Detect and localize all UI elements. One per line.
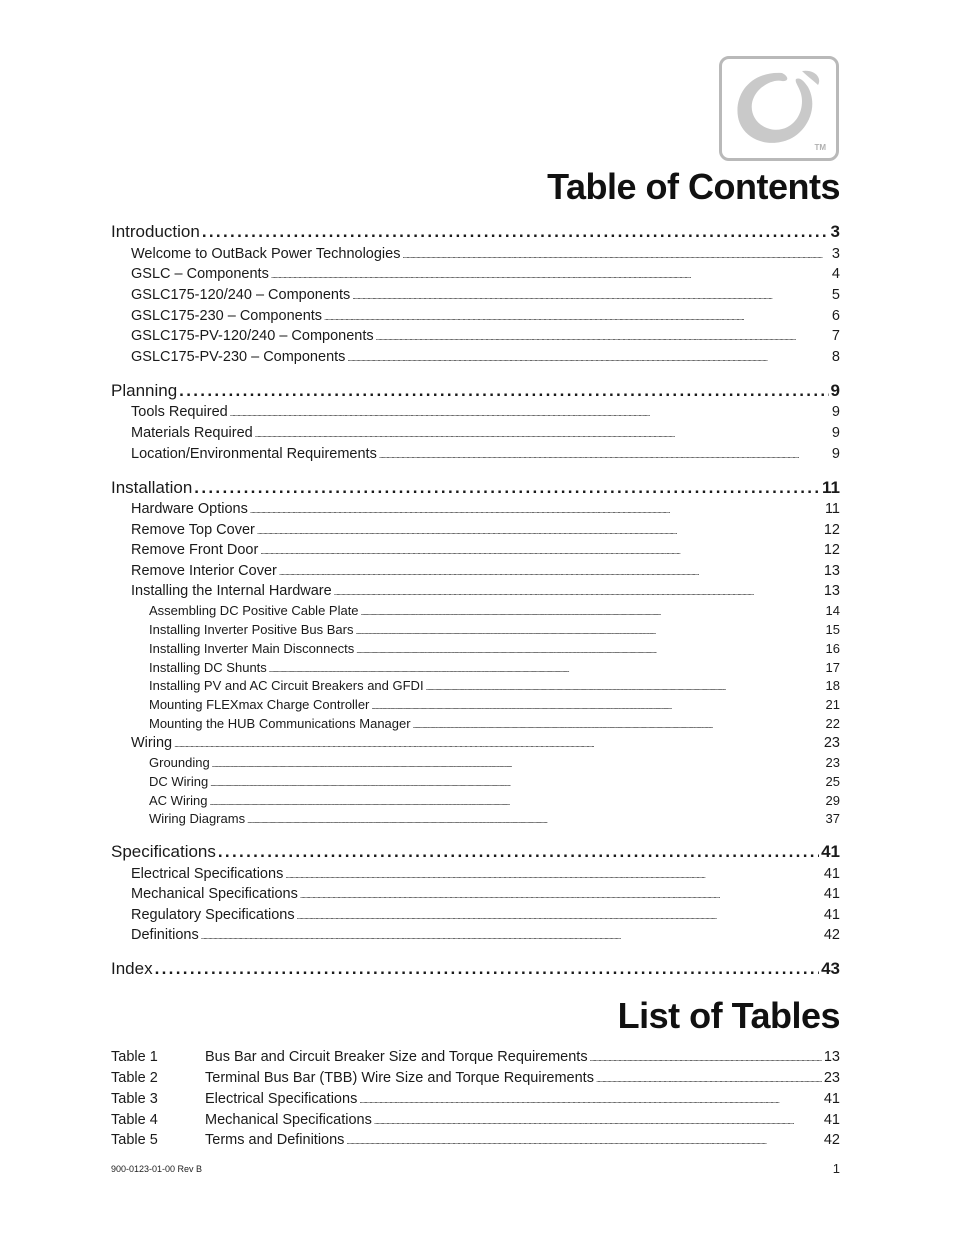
toc-entry-title: GSLC175-230 – Components bbox=[131, 308, 323, 324]
toc-entry[interactable] bbox=[131, 404, 840, 423]
toc-subentry[interactable] bbox=[149, 641, 840, 659]
toc-entry[interactable] bbox=[131, 287, 840, 306]
toc-subentry[interactable] bbox=[149, 622, 840, 640]
toc-entry-page: 3 bbox=[831, 246, 840, 262]
toc-entry-page: 41 bbox=[823, 886, 840, 902]
toc-entry-title: Electrical Specifications bbox=[131, 866, 284, 882]
toc-entry-page: 8 bbox=[831, 349, 840, 365]
toc-entry-title: Installing Inverter Positive Bus Bars bbox=[149, 622, 354, 637]
toc-entry[interactable] bbox=[131, 308, 840, 327]
toc-entry-title: Introduction bbox=[111, 222, 200, 241]
toc-entry-page: 11 bbox=[824, 501, 840, 517]
dot-leader bbox=[210, 800, 824, 807]
dot-leader bbox=[250, 506, 823, 515]
dot-leader bbox=[596, 1075, 822, 1084]
toc-entry-title: Mounting FLEXmax Charge Controller bbox=[149, 697, 370, 712]
toc-entry-page: 14 bbox=[825, 603, 840, 618]
toc-entry-title: GSLC175-PV-120/240 – Components bbox=[131, 328, 374, 344]
dot-leader bbox=[374, 1117, 822, 1126]
toc-entry-page: 25 bbox=[825, 774, 840, 789]
table-label: Table 3 bbox=[111, 1091, 158, 1107]
table-list-entry[interactable] bbox=[111, 1112, 840, 1132]
toc-entry-page: 29 bbox=[825, 793, 840, 808]
toc-entry-title: Mounting the HUB Communications Manager bbox=[149, 716, 411, 731]
toc-section-entry[interactable] bbox=[111, 959, 840, 981]
toc-entry-title: Remove Interior Cover bbox=[131, 563, 277, 579]
toc-section-entry[interactable] bbox=[111, 381, 840, 403]
table-label: Table 4 bbox=[111, 1112, 158, 1128]
trademark-mark: TM bbox=[814, 143, 826, 152]
toc-subentry[interactable] bbox=[149, 697, 840, 715]
toc-entry-page: 41 bbox=[823, 866, 840, 882]
dot-leader bbox=[402, 251, 829, 260]
page-number: 1 bbox=[832, 1161, 840, 1176]
toc-entry[interactable] bbox=[131, 583, 840, 602]
table-title: Mechanical Specifications bbox=[205, 1112, 372, 1128]
toc-entry[interactable] bbox=[131, 266, 840, 285]
dot-leader bbox=[361, 610, 824, 617]
dot-leader bbox=[279, 568, 822, 577]
toc-entry[interactable] bbox=[131, 425, 840, 444]
toc-entry[interactable] bbox=[131, 349, 840, 368]
toc-entry[interactable] bbox=[131, 866, 840, 885]
toc-entry-title: Installing the Internal Hardware bbox=[131, 583, 332, 599]
dot-leader bbox=[271, 271, 830, 280]
dot-leader bbox=[174, 740, 822, 749]
toc-entry-title: GSLC – Components bbox=[131, 266, 269, 282]
toc-subentry[interactable] bbox=[149, 755, 840, 773]
toc-entry-title: Definitions bbox=[131, 927, 199, 943]
toc-entry[interactable] bbox=[131, 446, 840, 465]
dot-leader bbox=[324, 313, 830, 322]
toc-entry-title: Welcome to OutBack Power Technologies bbox=[131, 246, 401, 262]
toc-entry-title: Materials Required bbox=[131, 425, 253, 441]
dot-leader bbox=[426, 685, 824, 692]
dot-leader bbox=[347, 354, 830, 363]
dot-leader bbox=[212, 762, 824, 769]
toc-entry[interactable] bbox=[131, 328, 840, 347]
toc-entry-title: Installing PV and AC Circuit Breakers and GFDI bbox=[149, 678, 424, 693]
toc-entry-title: Hardware Options bbox=[131, 501, 248, 517]
toc-entry-title: Remove Front Door bbox=[131, 542, 259, 558]
dot-leader bbox=[359, 1096, 822, 1105]
toc-subentry[interactable] bbox=[149, 603, 840, 621]
table-page: 41 bbox=[823, 1112, 840, 1128]
toc-entry[interactable] bbox=[131, 542, 840, 561]
toc-entry-title: GSLC175-120/240 – Components bbox=[131, 287, 351, 303]
table-label: Table 1 bbox=[111, 1049, 158, 1065]
toc-entry-title: Installation bbox=[111, 478, 193, 497]
toc-entry-page: 12 bbox=[823, 542, 840, 558]
dot-leader bbox=[218, 842, 819, 862]
toc-entry-page: 43 bbox=[821, 959, 840, 978]
toc-entry[interactable] bbox=[131, 522, 840, 541]
table-title: Terms and Definitions bbox=[205, 1132, 345, 1148]
table-title: Electrical Specifications bbox=[205, 1091, 358, 1107]
toc-subentry[interactable] bbox=[149, 660, 840, 678]
dot-leader bbox=[179, 381, 828, 401]
dot-leader bbox=[297, 912, 822, 921]
toc-entry-page: 13 bbox=[823, 583, 840, 599]
dot-leader bbox=[194, 478, 820, 498]
toc-entry-page: 4 bbox=[831, 266, 840, 282]
toc-entry-page: 22 bbox=[825, 716, 840, 731]
toc-entry-title: Assembling DC Positive Cable Plate bbox=[149, 603, 359, 618]
dot-leader bbox=[413, 723, 824, 730]
toc-entry-page: 17 bbox=[825, 660, 840, 675]
document-number: 900-0123-01-00 Rev B bbox=[111, 1164, 203, 1174]
toc-entry-page: 23 bbox=[825, 755, 840, 770]
table-page: 42 bbox=[823, 1132, 840, 1148]
dot-leader bbox=[210, 781, 823, 788]
dot-leader bbox=[371, 704, 823, 711]
dot-leader bbox=[257, 527, 822, 536]
toc-entry[interactable] bbox=[131, 246, 840, 265]
dot-leader bbox=[346, 1137, 821, 1146]
dot-leader bbox=[255, 430, 830, 439]
dot-leader bbox=[285, 871, 822, 880]
toc-entry-page: 6 bbox=[831, 308, 840, 324]
toc-entry-page: 3 bbox=[830, 222, 840, 241]
toc-entry-title: Mechanical Specifications bbox=[131, 886, 298, 902]
toc-entry-page: 41 bbox=[821, 842, 840, 861]
table-list-entry[interactable] bbox=[111, 1070, 840, 1090]
toc-subentry[interactable] bbox=[149, 678, 840, 696]
toc-entry[interactable] bbox=[131, 563, 840, 582]
dot-leader bbox=[269, 667, 824, 674]
toc-section-entry[interactable] bbox=[111, 842, 840, 864]
toc-entry-page: 41 bbox=[823, 907, 840, 923]
toc-entry-title: Planning bbox=[111, 381, 178, 400]
toc-entry-page: 7 bbox=[831, 328, 840, 344]
toc-entry-page: 11 bbox=[822, 478, 840, 497]
dot-leader bbox=[201, 932, 822, 941]
list-of-tables-heading: List of Tables bbox=[617, 995, 840, 1036]
toc-entry-title: Wiring bbox=[131, 735, 173, 751]
toc-entry-page: 18 bbox=[825, 678, 840, 693]
table-title: Terminal Bus Bar (TBB) Wire Size and Torque Requirements bbox=[205, 1070, 594, 1086]
toc-entry-page: 23 bbox=[823, 735, 840, 751]
toc-entry[interactable] bbox=[131, 927, 840, 946]
dot-leader bbox=[590, 1054, 822, 1063]
toc-entry-page: 9 bbox=[830, 381, 840, 400]
toc-entry-title: GSLC175-PV-230 – Components bbox=[131, 349, 346, 365]
dot-leader bbox=[247, 818, 823, 825]
toc-entry-page: 21 bbox=[825, 697, 840, 712]
toc-subentry[interactable] bbox=[149, 774, 840, 792]
toc-entry-title: Location/Environmental Requirements bbox=[131, 446, 377, 462]
table-page: 23 bbox=[823, 1070, 840, 1086]
toc-entry-title: Installing DC Shunts bbox=[149, 660, 267, 675]
toc-subentry[interactable] bbox=[149, 811, 840, 829]
toc-entry-page: 15 bbox=[825, 622, 840, 637]
toc-entry-page: 42 bbox=[823, 927, 840, 943]
toc-entry-page: 9 bbox=[831, 425, 840, 441]
toc-entry[interactable] bbox=[131, 886, 840, 905]
table-title: Bus Bar and Circuit Breaker Size and Torque Requirements bbox=[205, 1049, 588, 1065]
toc-entry-title: Tools Required bbox=[131, 404, 228, 420]
dot-leader bbox=[379, 451, 830, 460]
toc-entry-page: 13 bbox=[823, 563, 840, 579]
toc-section-entry[interactable] bbox=[111, 222, 840, 244]
toc-entry-title: Regulatory Specifications bbox=[131, 907, 295, 923]
outback-logo bbox=[719, 56, 839, 161]
toc-entry-page: 37 bbox=[825, 811, 840, 826]
table-list-entry[interactable] bbox=[111, 1049, 840, 1069]
toc-entry-page: 16 bbox=[825, 641, 840, 656]
toc-entry-title: Remove Top Cover bbox=[131, 522, 255, 538]
toc-entry-page: 12 bbox=[823, 522, 840, 538]
table-label: Table 5 bbox=[111, 1132, 158, 1148]
dot-leader bbox=[300, 891, 822, 900]
dot-leader bbox=[230, 409, 830, 418]
toc-entry-title: Specifications bbox=[111, 842, 216, 861]
toc-entry-page: 5 bbox=[831, 287, 840, 303]
toc-entry-page: 9 bbox=[831, 404, 840, 420]
toc-entry-title: DC Wiring bbox=[149, 774, 209, 789]
dot-leader bbox=[356, 648, 823, 655]
toc-entry-title: Index bbox=[111, 959, 153, 978]
toc-entry-title: Installing Inverter Main Disconnects bbox=[149, 641, 355, 656]
dot-leader bbox=[260, 547, 822, 556]
table-page: 41 bbox=[823, 1091, 840, 1107]
table-label: Table 2 bbox=[111, 1070, 158, 1086]
dot-leader bbox=[352, 292, 830, 301]
toc-entry-title: Wiring Diagrams bbox=[149, 811, 246, 826]
table-list-entry[interactable] bbox=[111, 1132, 840, 1152]
dot-leader bbox=[355, 629, 823, 636]
toc-entry-page: 9 bbox=[831, 446, 840, 462]
toc-section-entry[interactable] bbox=[111, 478, 840, 500]
toc-entry[interactable] bbox=[131, 735, 840, 754]
table-page: 13 bbox=[823, 1049, 840, 1065]
toc-heading: Table of Contents bbox=[547, 166, 840, 207]
dot-leader bbox=[155, 959, 819, 979]
dot-leader bbox=[376, 333, 830, 342]
table-list-entry[interactable] bbox=[111, 1091, 840, 1111]
toc-subentry[interactable] bbox=[149, 793, 840, 811]
toc-subentry[interactable] bbox=[149, 716, 840, 734]
dot-leader bbox=[334, 588, 822, 597]
dot-leader bbox=[202, 222, 829, 242]
toc-entry-title: Grounding bbox=[149, 755, 210, 770]
toc-entry[interactable] bbox=[131, 907, 840, 926]
toc-entry-title: AC Wiring bbox=[149, 793, 208, 808]
toc-entry[interactable] bbox=[131, 501, 840, 520]
